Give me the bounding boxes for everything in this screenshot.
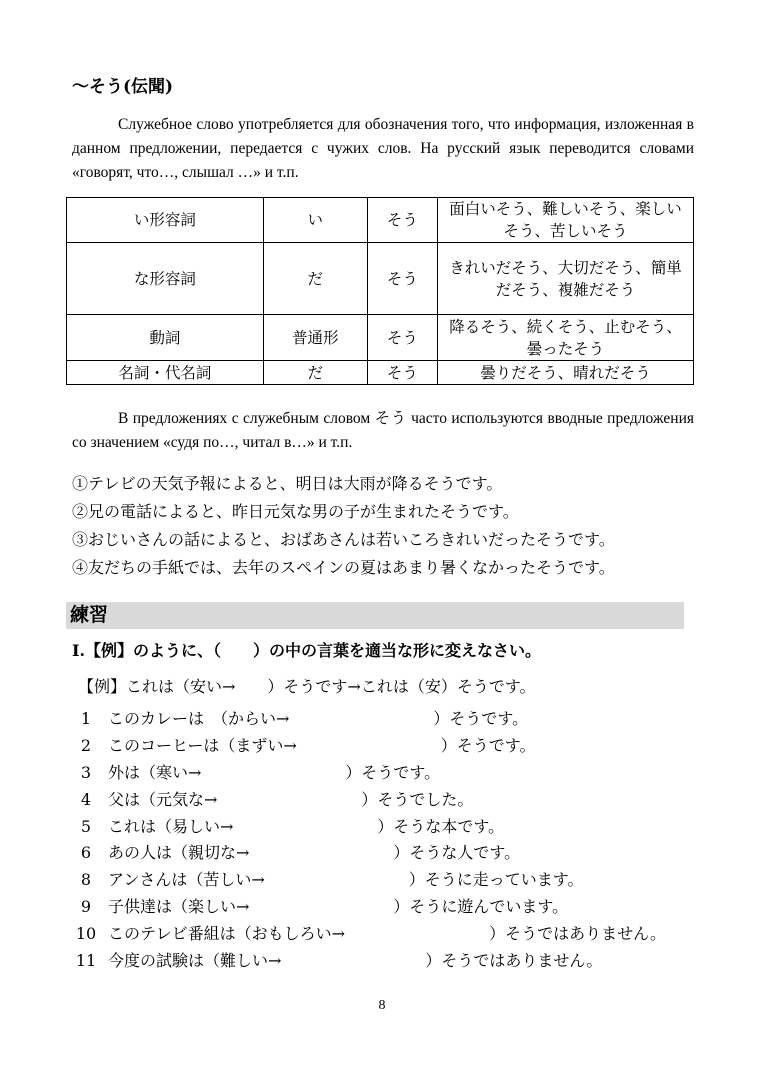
item-text: このコーヒーは（まずい→ ）そうです。 [108,735,536,755]
item-text: 今度の試験は（難しい→ ）そうではありません。 [108,951,603,971]
table-cell-suffix: そう [367,198,437,243]
item-text: アンさんは（苦しい→ ）そうに走っています。 [108,870,584,890]
table-cell-type: な形容詞 [67,243,264,315]
section-header: 練習 [66,602,684,629]
intro-text: Служебное слово употребляется для обозначения того, что информация, изложенная в данном предложении, передается с чужих слов. На русский язык переводится словами «говорят, что…, слышал …» и т.п. [72,116,694,181]
table-row [67,361,694,385]
table-cell-examples: 曇りだそう、晴れだそう [438,361,694,385]
table-cell-examples: きれいだそう、大切だそう、簡単だそう、複雑だそう [438,243,694,315]
item-text: あの人は（親切な→ ）そうな人です。 [108,843,521,863]
table-row [67,315,694,361]
example-sentence: ①テレビの天気予報によると、明日は大雨が降るそうです。 [72,474,503,493]
item-number: 8 [80,870,92,890]
usage-paragraph [72,407,694,455]
table-cell-suffix: そう [367,315,437,361]
table-cell-type: い形容詞 [67,198,264,243]
item-text: これは（易しい→ ）そうな本です。 [108,816,505,836]
table-cell-ending: 普通形 [263,315,367,361]
intro-paragraph [72,113,694,185]
example-sentence: ③おじいさんの話によると、おばあさんは若いころきれいだったそうです。 [72,530,615,549]
item-text: 子供達は（楽しい→ ）そうに遊んでいます。 [108,897,569,917]
table-cell-type: 名詞・代名詞 [67,361,264,385]
item-number: 10 [75,924,97,944]
table-cell-ending: だ [263,361,367,385]
item-number: 3 [80,762,92,782]
table-cell-type: 動詞 [67,315,264,361]
item-number: 11 [75,951,97,971]
item-number: 9 [80,897,92,917]
table-row [67,198,694,243]
item-number: 6 [80,843,92,863]
example-sentence: ④友だちの手紙では、去年のスペインの夏はあまり暑くなかったそうです。 [72,558,615,577]
item-number: 2 [80,735,92,755]
table-cell-ending: い [263,198,367,243]
table-cell-ending: だ [263,243,367,315]
example-sentences [72,470,615,582]
item-text: 外は（寒い→ ）そうです。 [108,762,441,782]
exercise-sample: 【例】これは（安い→ ）そうです→これは（安）そうです。 [78,677,536,696]
item-text: 父は（元気な→ ）そうでした。 [108,789,474,809]
page-title: 〜そう(伝聞) [72,77,174,97]
item-number: 4 [80,789,92,809]
table-cell-examples: 面白いそう、難しいそう、楽しいそう、苦しいそう [438,198,694,243]
item-number: 1 [80,709,92,728]
example-sentence: ②兄の電話によると、昨日元気な男の子が生まれたそうです。 [72,502,519,521]
page-number: 8 [378,998,386,1013]
item-text: このカレーは （からい→ ）そうです。 [108,709,529,728]
item-number: 5 [80,816,92,836]
exercise-instruction: I.【例】のように、（ ）の中の言葉を適当な形に変えなさい。 [72,641,542,660]
table-cell-examples: 降るそう、続くそう、止むそう、曇ったそう [438,315,694,361]
table-cell-suffix: そう [367,361,437,385]
usage-text: В предложениях с служебным словом そう часто используются вводные предложения со значением «судя по…, читал в…» и т.п. [72,410,694,451]
table-cell-suffix: そう [367,243,437,315]
table-row [67,243,694,315]
grammar-table [66,197,694,385]
item-text: このテレビ番組は（おもしろい→ ）そうではありません。 [108,924,667,944]
